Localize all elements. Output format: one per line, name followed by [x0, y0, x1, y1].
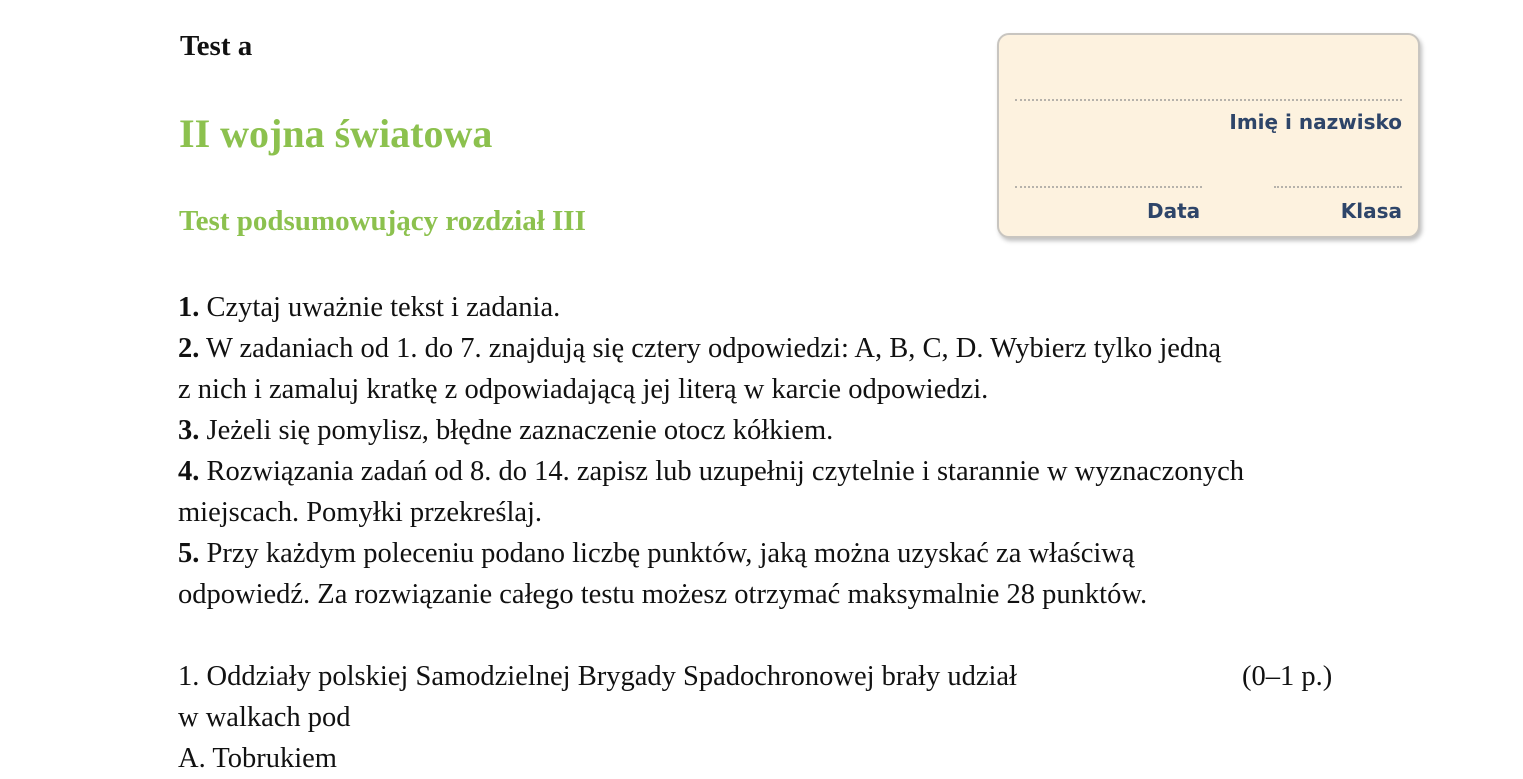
instruction-number: 4. — [178, 456, 200, 487]
name-dotted-line — [1015, 99, 1402, 101]
instruction-2-line-1 — [178, 328, 1378, 369]
name-label: Imię i nazwisko — [1229, 110, 1402, 134]
instruction-4-line-1 — [178, 451, 1378, 492]
instruction-number: 5. — [178, 538, 200, 569]
class-dotted-line — [1274, 186, 1402, 188]
test-label: Test a — [180, 30, 253, 62]
class-label: Klasa — [1340, 199, 1402, 223]
page-subtitle: Test podsumowujący rozdział III — [179, 205, 586, 237]
date-label: Data — [1147, 199, 1201, 223]
question-1-line-1 — [178, 656, 1348, 697]
instruction-5-line-1 — [178, 533, 1378, 574]
instruction-4-line-2: miejscach. Pomyłki przekreślaj. — [178, 497, 543, 528]
instruction-text: Czytaj uważnie tekst i zadania. — [206, 292, 561, 323]
instruction-3-line-1 — [178, 410, 1378, 451]
student-info-card — [997, 33, 1420, 238]
instruction-number: 2. — [178, 333, 200, 364]
question-points: (0–1 p.) — [1242, 661, 1333, 692]
instruction-text: Jeżeli się pomylisz, błędne zaznaczenie otocz kółkiem. — [206, 415, 834, 446]
page-title: II wojna światowa — [179, 111, 493, 156]
instruction-1-line-1 — [178, 287, 1378, 328]
date-dotted-line — [1015, 186, 1202, 188]
instruction-text: W zadaniach od 1. do 7. znajdują się cztery odpowiedzi: A, B, C, D. Wybierz tylko jedną — [206, 333, 1222, 364]
question-1-line-2: w walkach pod — [178, 702, 351, 733]
question-1 — [178, 656, 1348, 779]
instructions-list — [178, 287, 1378, 615]
question-text: 1. Oddziały polskiej Samodzielnej Brygady Spadochronowej brały udział — [178, 661, 1017, 692]
instruction-text: Przy każdym poleceniu podano liczbę punktów, jaką można uzyskać za właściwą — [206, 538, 1135, 569]
answer-option-a: A. Tobrukiem — [178, 743, 337, 774]
instruction-2-line-2: z nich i zamaluj kratkę z odpowiadającą jej literą w karcie odpowiedzi. — [178, 374, 989, 405]
instruction-number: 3. — [178, 415, 200, 446]
instruction-text: Rozwiązania zadań od 8. do 14. zapisz lub uzupełnij czytelnie i starannie w wyznaczonych — [206, 456, 1244, 487]
instruction-5-line-2: odpowiedź. Za rozwiązanie całego testu możesz otrzymać maksymalnie 28 punktów. — [178, 579, 1148, 610]
instruction-number: 1. — [178, 292, 200, 323]
